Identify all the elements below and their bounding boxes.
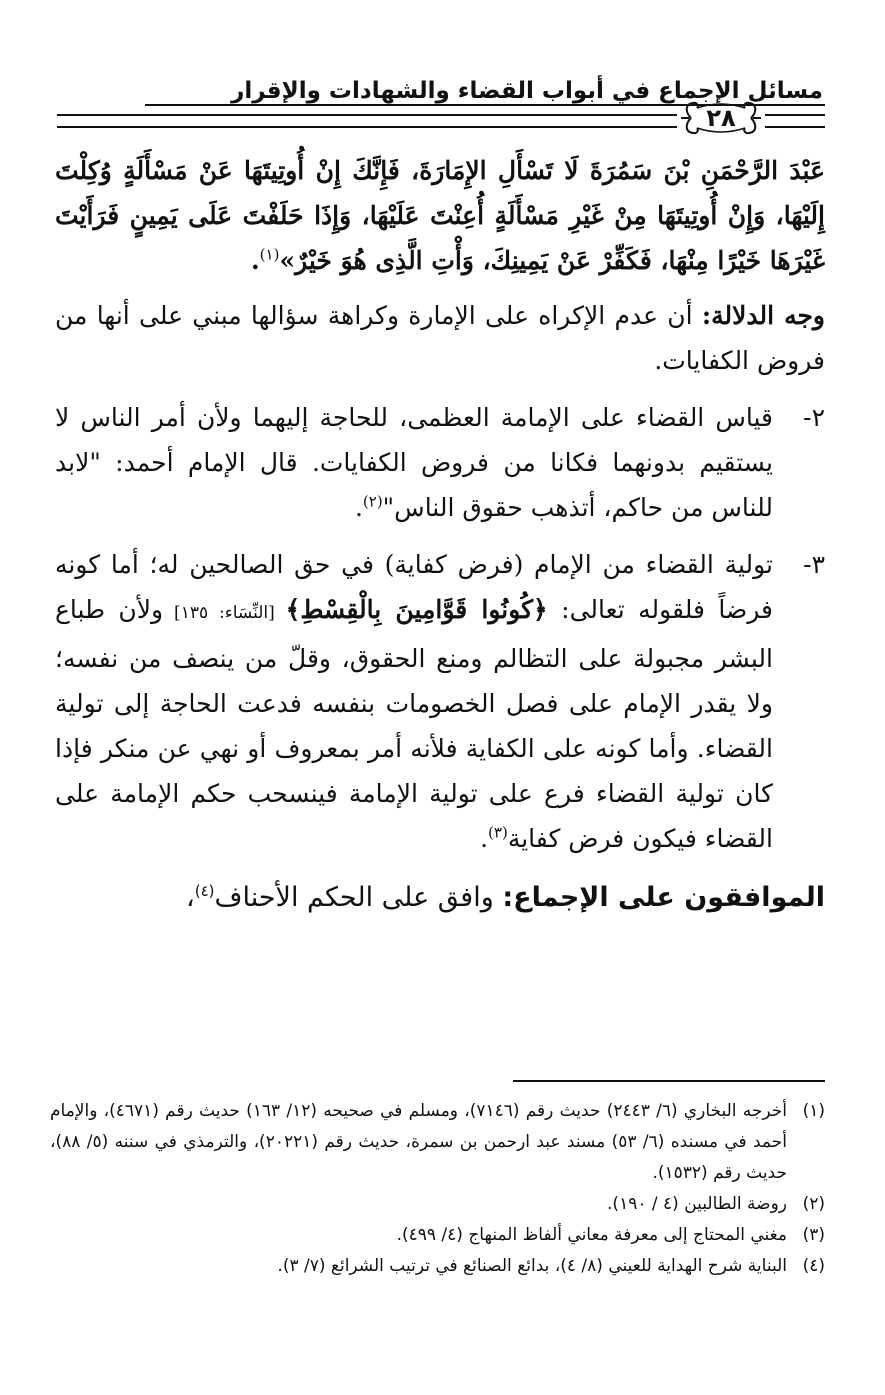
- footnote-item: [50, 1251, 825, 1282]
- consensus-text: وافق على الحكم الأحناف: [214, 882, 503, 913]
- footnote-ref-2: (٢): [362, 492, 383, 511]
- footnote-item: [50, 1189, 825, 1220]
- footnote-number: (١): [802, 1101, 825, 1121]
- main-text: [55, 148, 825, 921]
- footnote-text: أخرجه البخاري (٦/ ٢٤٤٣) حديث رقم (٧١٤٦)، ومسلم في صحيحه (١٢/ ١٦٣) حديث رقم (٤٦٧١)، والإمام أحمد في مسنده (٦/ ٥٣) مسند عبد ارحمن بن سمرة، حديث رقم (٢٠٢٢١)، والترمذي في سننه (٥/ ٨٨)، حديث رقم (١٥٣٢).: [50, 1101, 787, 1183]
- hadith-end: .: [250, 246, 260, 275]
- header-rule: [57, 104, 825, 138]
- header-double-line-right: [765, 114, 825, 128]
- page-number-ornament: [677, 98, 765, 138]
- footnote-ref-4: (٤): [194, 882, 215, 900]
- evidence-label: وجه الدلالة:: [701, 301, 825, 330]
- quran-verse: ﴿كُونُوا قَوَّامِينَ بِالْقِسْطِ﴾: [285, 595, 548, 624]
- footnote-ref-1: (١): [259, 245, 280, 264]
- evidence-paragraph: [55, 293, 825, 383]
- footnote-number: (٤): [802, 1256, 825, 1276]
- item-2-number: ٢-: [803, 403, 825, 432]
- item-3-number: ٣-: [803, 550, 825, 579]
- footnote-text: روضة الطالبين (٤ / ١٩٠).: [607, 1194, 787, 1214]
- footnote-number: (٢): [802, 1194, 825, 1214]
- page-number: ٢٨: [706, 104, 736, 132]
- item-3-body: [55, 542, 773, 861]
- item-2-end: .: [354, 493, 363, 522]
- numbered-item-3: [55, 542, 825, 861]
- hadith-paragraph: [55, 148, 825, 283]
- footnote-text: مغني المحتاج إلى معرفة معاني ألفاظ المنهاج (٤/ ٤٩٩).: [396, 1225, 787, 1245]
- numbered-item-2: [55, 395, 825, 530]
- header-double-line-left: [57, 114, 677, 128]
- footnote-item: [50, 1220, 825, 1251]
- hadith-text: عَبْدَ الرَّحْمَنِ بْنَ سَمُرَةَ لَا تَسْأَلِ الإِمَارَةَ، فَإِنَّكَ إِنْ أُوتِيتَهَا عَنْ مَسْأَلَةٍ وُكِلْتَ إِلَيْهَا، وَإِنْ أُوتِيتَهَا مِنْ غَيْرِ مَسْأَلَةٍ أُعِنْتَ عَلَيْهَا، وَإِذَا حَلَفْتَ عَلَى يَمِينٍ فَرَأَيْتَ غَيْرَهَا خَيْرًا مِنْهَا، فَكَفِّرْ عَنْ يَمِينِكَ، وَأْتِ الَّذِى هُوَ خَيْرٌ»: [55, 156, 825, 275]
- item-3-end: .: [480, 824, 489, 853]
- running-header-title: مسائل الإجماع في أبواب القضاء والشهادات والإقرار: [231, 78, 823, 104]
- consensus-label: الموافقون على الإجماع:: [502, 882, 825, 913]
- footnote-ref-3: (٣): [488, 823, 508, 842]
- footnotes: [50, 1096, 825, 1282]
- item-3-text-b: ولأن طباع البشر مجبولة على التظالم ومنع الحقوق، وقلّ من ينصف من نفسه؛ ولا يقدر الإمام على فصل الخصومات بنفسه فدعت الحاجة إلى تولية القضاء. وأما كونه على الكفاية فلأنه أمر بمعروف أو نهي عن منكر فإذا كان تولية القضاء فرع على تولية الإمامة فينسحب حكم الإمامة على القضاء فيكون فرض كفاية: [55, 595, 773, 853]
- footnote-item: [50, 1096, 825, 1189]
- item-2-body: [55, 395, 773, 530]
- footnote-separator: [513, 1080, 825, 1082]
- item-2-text: قياس القضاء على الإمامة العظمى، للحاجة إليهما ولأن أمر الناس لا يستقيم بدونهما فكانا من فروض الكفايات. قال الإمام أحمد: "لابد للناس من حاكم، أتذهب حقوق الناس": [55, 403, 773, 522]
- footnote-number: (٣): [802, 1225, 825, 1245]
- footnote-text: البناية شرح الهداية للعيني (٨/ ٤)، بدائع الصنائع في ترتيب الشرائع (٧/ ٣).: [277, 1256, 787, 1276]
- evidence-text: أن عدم الإكراه على الإمارة وكراهة سؤالها مبني على أنها من فروض الكفايات.: [55, 301, 825, 375]
- consensus-end: ،: [186, 882, 195, 913]
- consensus-paragraph: [55, 875, 825, 921]
- quran-reference: [النِّسَاء: ١٣٥]: [163, 603, 286, 623]
- item-3-text-a: تولية القضاء من الإمام (فرض كفاية) في حق الصالحين له؛ أما كونه فرضاً فلقوله تعالى:: [55, 550, 773, 624]
